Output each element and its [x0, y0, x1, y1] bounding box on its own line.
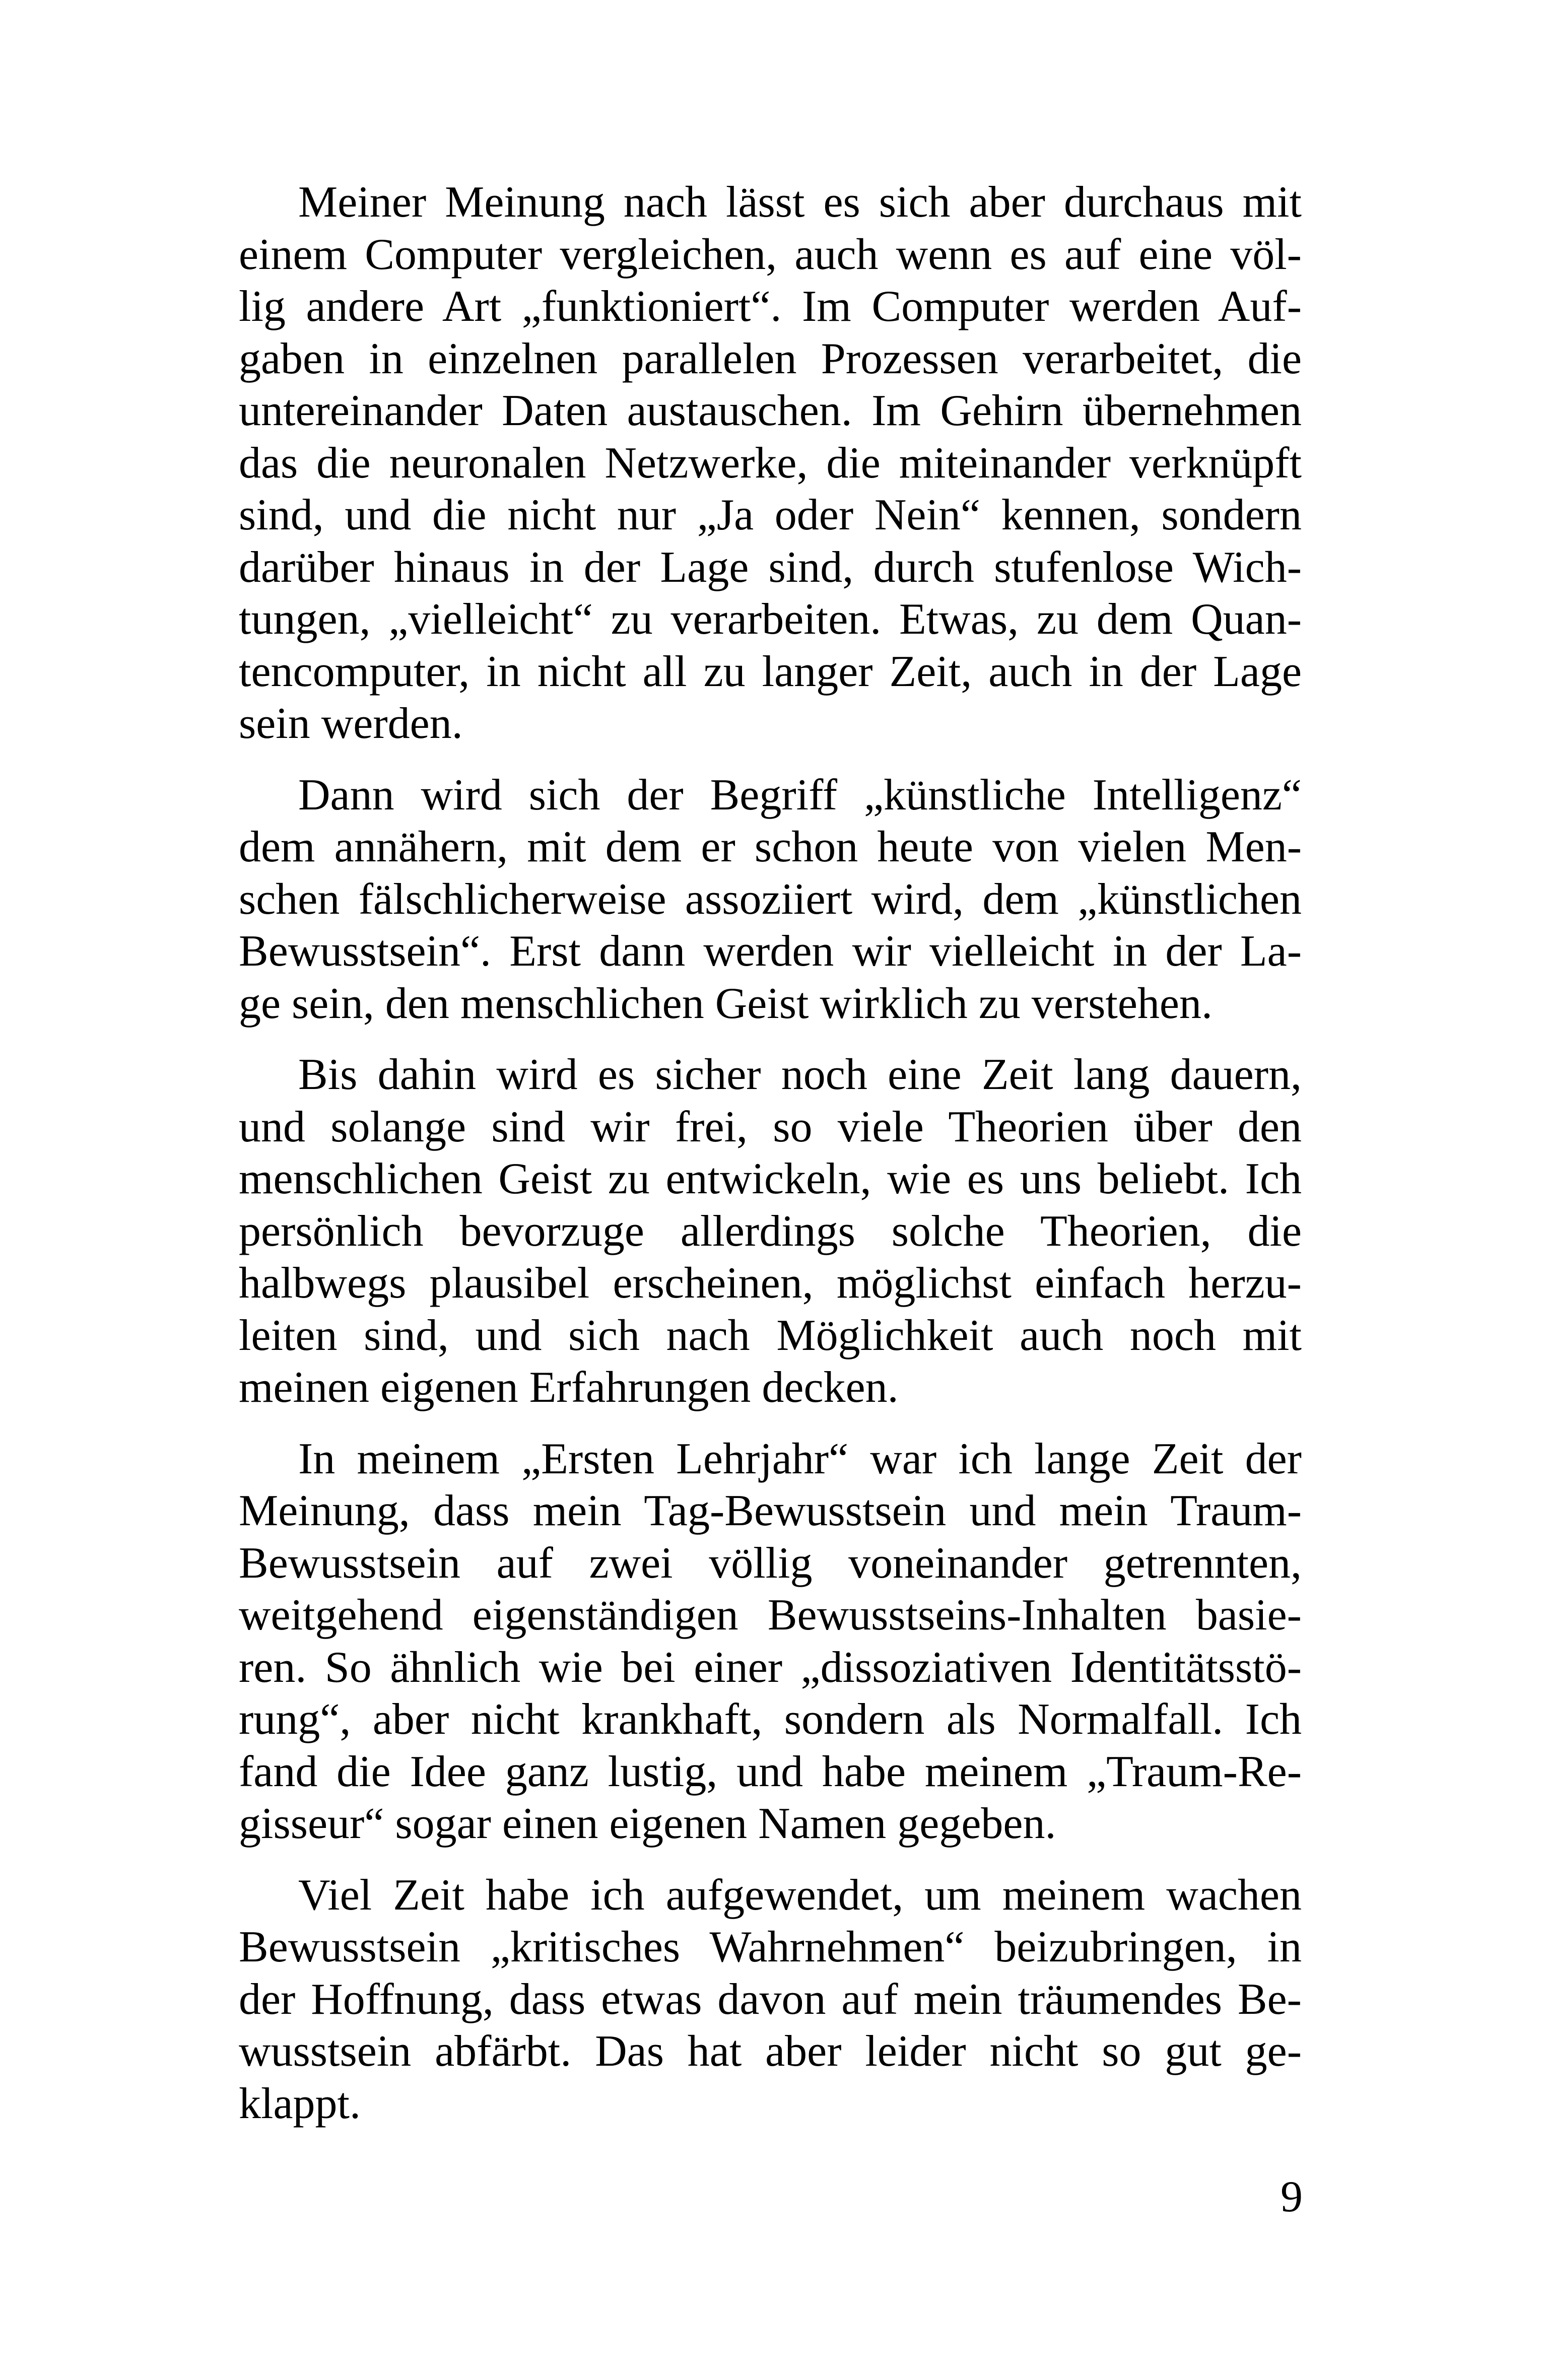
text-line: halbwegs plausibel erscheinen, möglichst einfach herzu-: [239, 1259, 1302, 1308]
text-line: leiten sind, und sich nach Möglichkeit auch noch mit: [239, 1311, 1302, 1360]
text-line: und solange sind wir frei, so viele Theorien über den: [239, 1102, 1302, 1151]
text-line: dem annähern, mit dem er schon heute von vielen Men-: [239, 823, 1302, 871]
text-line: das die neuronalen Netzwerke, die miteinander verknüpft: [239, 438, 1302, 488]
text-line: rung“, aber nicht krankhaft, sondern als Normalfall. Ich: [239, 1695, 1302, 1744]
text-line: ren. So ähnlich wie bei einer „dissoziativen Identitätsstö-: [239, 1643, 1302, 1692]
text-line: Bewusstsein auf zwei völlig voneinander getrennten,: [239, 1538, 1302, 1588]
text-line: menschlichen Geist zu entwickeln, wie es uns beliebt. Ich: [239, 1154, 1302, 1203]
text-line: tungen, „vielleicht“ zu verarbeiten. Etwas, zu dem Quan-: [239, 595, 1302, 644]
text-line: fand die Idee ganz lustig, und habe meinem „Traum-Re-: [239, 1747, 1302, 1796]
text-line: Meiner Meinung nach lässt es sich aber durchaus mit: [298, 178, 1302, 227]
text-line: einem Computer vergleichen, auch wenn es auf eine völ-: [239, 230, 1302, 279]
text-line: ge sein, den menschlichen Geist wirklich zu verstehen.: [239, 979, 1213, 1028]
text-line: schen fälschlicherweise assoziiert wird, dem „künstlichen: [239, 874, 1302, 924]
paragraph: [239, 1049, 1302, 1414]
text-line: Bewusstsein „kritisches Wahrnehmen“ beizubringen, in: [239, 1923, 1302, 1971]
page-number: 9: [1281, 2172, 1303, 2221]
text-line: sind, und die nicht nur „Ja oder Nein“ kennen, sondern: [239, 491, 1302, 539]
text-line: meinen eigenen Erfahrungen decken.: [239, 1363, 899, 1412]
text-line: Viel Zeit habe ich aufgewendet, um meinem wachen: [298, 1870, 1302, 1920]
text-line: weitgehend eigenständigen Bewusstseins-Inhalten basie-: [239, 1591, 1302, 1640]
text-line: persönlich bevorzuge allerdings solche Theorien, die: [239, 1206, 1302, 1256]
text-line: Dann wird sich der Begriff „künstliche Intelligenz“: [298, 770, 1302, 820]
text-line: In meinem „Ersten Lehrjahr“ war ich lange Zeit der: [298, 1434, 1302, 1483]
paragraph: [239, 769, 1302, 1030]
text-line: gaben in einzelnen parallelen Prozessen verarbeitet, die: [239, 334, 1302, 383]
text-line: wusstsein abfärbt. Das hat aber leider nicht so gut ge-: [239, 2027, 1302, 2076]
paragraph: [239, 176, 1302, 750]
text-line: klappt.: [239, 2079, 361, 2128]
text-line: sein werden.: [239, 699, 463, 748]
paragraph: [239, 1433, 1302, 1850]
text-line: Meinung, dass mein Tag-Bewusstsein und mein Traum-: [239, 1486, 1302, 1535]
text-line: gisseur“ sogar einen eigenen Namen gegeben.: [239, 1799, 1056, 1848]
text-line: untereinander Daten austauschen. Im Gehirn übernehmen: [239, 386, 1302, 435]
body-text: [239, 176, 1302, 2149]
paragraph: [239, 1869, 1302, 2130]
text-line: Bewusstsein“. Erst dann werden wir vielleicht in der La-: [239, 927, 1302, 976]
text-line: tencomputer, in nicht all zu langer Zeit, auch in der Lage: [239, 647, 1302, 696]
text-line: Bis dahin wird es sicher noch eine Zeit lang dauern,: [298, 1050, 1302, 1099]
text-line: der Hoffnung, dass etwas davon auf mein träumendes Be-: [239, 1975, 1302, 2024]
text-line: lig andere Art „funktioniert“. Im Computer werden Auf-: [239, 282, 1302, 331]
text-line: darüber hinaus in der Lage sind, durch stufenlose Wich-: [239, 542, 1302, 592]
